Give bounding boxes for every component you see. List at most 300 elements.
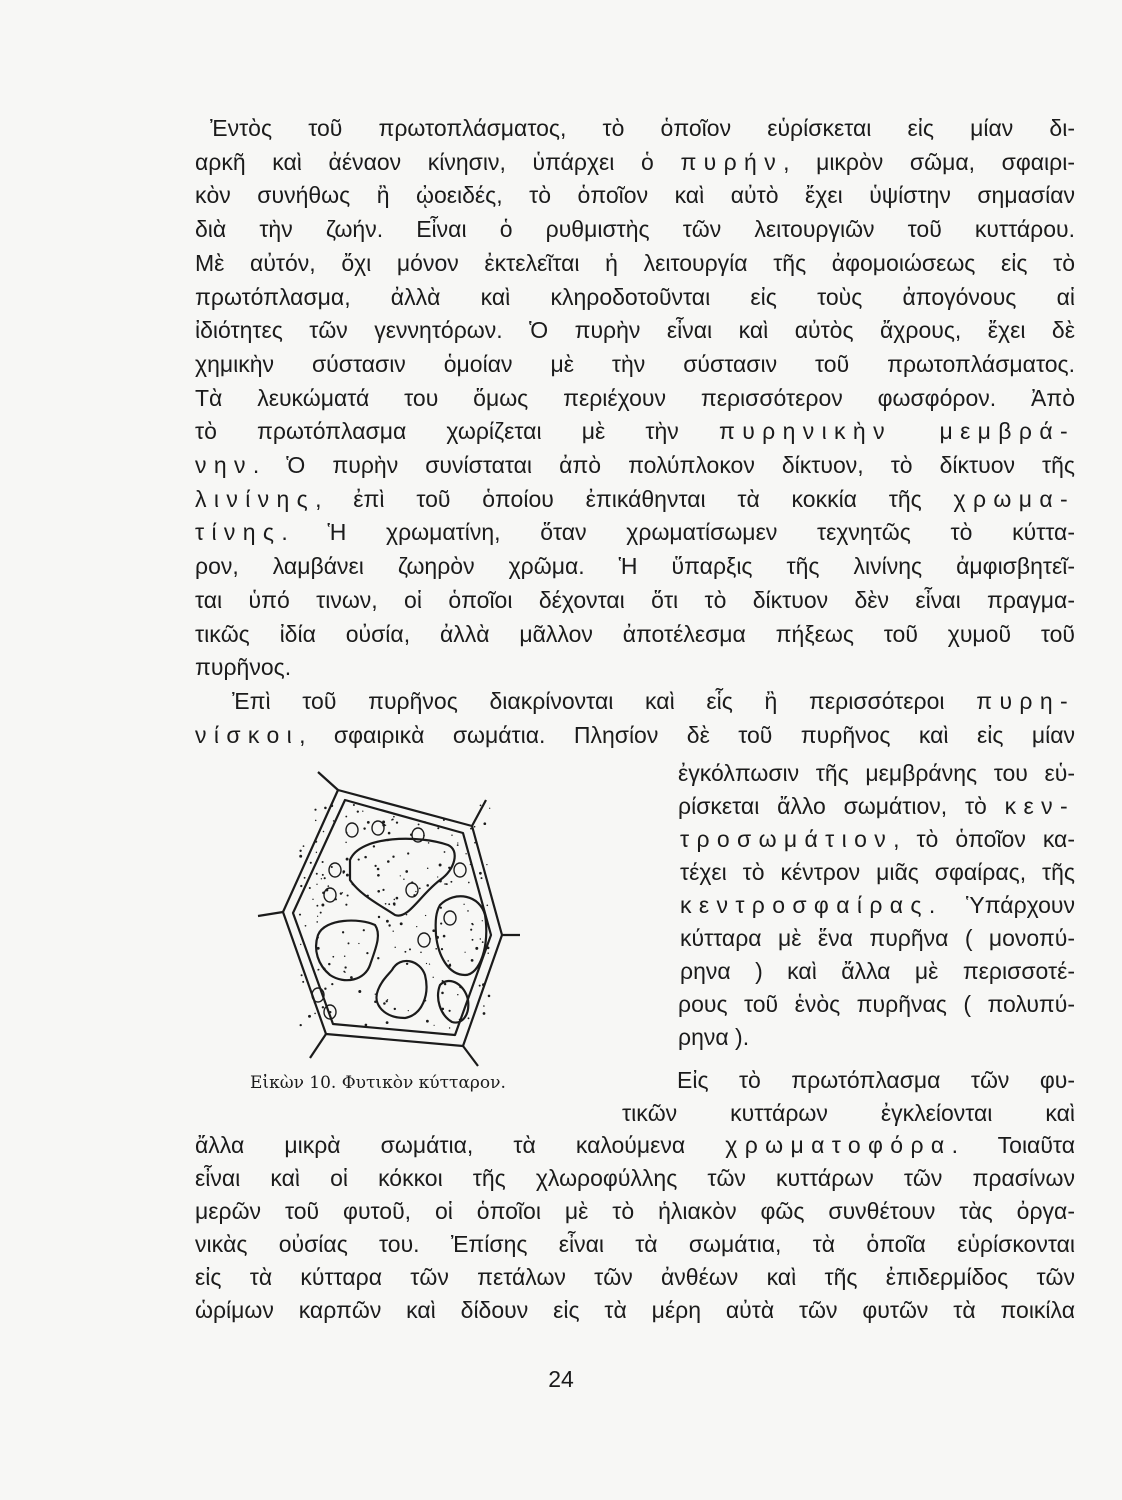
granule [392, 856, 394, 858]
granule [433, 977, 434, 978]
granule [441, 992, 444, 995]
granule [340, 892, 342, 894]
granule [346, 832, 348, 834]
figure-caption: Εἰκὼν 10. Φυτικὸν κύτταρον. [250, 1073, 506, 1093]
granule [331, 983, 333, 985]
granule [419, 888, 421, 890]
granule [394, 947, 395, 948]
granule [426, 963, 427, 964]
emphasized-term: πυρηνικὴν μεμβρά- [718, 418, 1076, 445]
granule [418, 823, 420, 825]
granule [394, 1008, 396, 1010]
text-line [677, 1064, 1075, 1097]
granule [470, 864, 471, 865]
granule [329, 1011, 331, 1013]
granule [374, 865, 376, 867]
granule [328, 963, 330, 965]
granule [400, 922, 403, 925]
text-segment: αρκῆ καὶ ἀέναον κίνησιν, ὑπάρχει ὁ [195, 148, 681, 175]
emphasized-term: πυρήν [680, 148, 784, 175]
granule [383, 1002, 386, 1005]
text-line [195, 550, 1075, 583]
granule [406, 914, 408, 916]
granule [344, 966, 346, 968]
granule [429, 963, 430, 964]
granule [474, 842, 476, 844]
granule [343, 971, 345, 973]
text-line [195, 179, 1075, 212]
granule [304, 877, 306, 879]
granule [327, 885, 329, 887]
granule [470, 929, 472, 931]
granule [388, 924, 390, 926]
granule [427, 867, 429, 869]
granule [342, 892, 343, 893]
granule [299, 850, 301, 852]
text-line [678, 1021, 1075, 1054]
granule [377, 874, 380, 877]
granule [446, 883, 448, 885]
granule [394, 899, 396, 901]
granule [444, 983, 446, 985]
emphasized-term: τροσωμάτιον [680, 826, 894, 852]
text-line [195, 1162, 1075, 1195]
granule [362, 811, 363, 812]
granule [342, 931, 344, 933]
text-line [195, 281, 1075, 314]
chromatophore [329, 863, 341, 877]
text-line [195, 247, 1075, 280]
granule [479, 872, 482, 875]
granule [345, 816, 347, 818]
granule [387, 999, 388, 1000]
granule [326, 837, 328, 839]
granule [321, 878, 322, 879]
granule [324, 988, 326, 990]
chromatophores [312, 821, 466, 1019]
text-segment: Ἐπὶ τοῦ πυρῆνος διακρίνονται καὶ εἷς ἢ περισσότεροι [232, 687, 977, 714]
text-line [195, 584, 1075, 617]
text-segment: ὡρίμων καρπῶν καὶ δίδουν εἰς τὰ μέρη αὐτὰ τῶν φυτῶν τὰ ποικίλα [195, 1297, 1075, 1323]
granule [316, 905, 318, 907]
granule [382, 824, 385, 827]
text-line [195, 516, 1075, 549]
text-segment: τὸ πρωτόπλασμα χωρίζεται μὲ τὴν [195, 418, 719, 445]
text-segment: τέχει τὸ κέντρον μιᾶς σφαίρας, τῆς [680, 859, 1075, 885]
granule [323, 968, 326, 971]
text-line [195, 1228, 1075, 1261]
granule [405, 870, 408, 873]
text-segment: . Ὑπάρχουν [928, 892, 1075, 918]
text-segment: , σφαιρικὰ σωμάτια. Πλησίον δὲ τοῦ πυρῆνος καὶ εἰς μίαν [299, 721, 1075, 748]
granule [409, 948, 411, 950]
granule [489, 808, 490, 809]
granule [434, 1025, 435, 1026]
granule [474, 826, 476, 828]
granule [464, 952, 465, 953]
emphasized-term: χρωμα- [953, 485, 1075, 512]
plant-cell-illustration [240, 770, 520, 1070]
granule [358, 859, 360, 861]
chromatophore [406, 883, 418, 897]
granule [344, 955, 345, 956]
text-segment: ρίσκεται ἄλλο σωμάτιον, τὸ [678, 793, 1005, 819]
granule [322, 891, 325, 894]
granule [367, 895, 369, 897]
granule [346, 874, 349, 877]
granule [332, 956, 334, 958]
text-segment: Μὲ αὐτόν, ὄχι μόνον ἐκτελεῖται ἡ λειτουργία τῆς ἀφομοιώσεως εἰς τὸ [195, 249, 1075, 276]
granule [345, 842, 346, 843]
granule [430, 938, 431, 939]
granule [315, 841, 317, 843]
text-line [680, 856, 1075, 889]
text-segment: ἐγκόλπωσιν τῆς μεμβράνης του εὑ- [678, 760, 1075, 786]
granule [442, 1008, 445, 1011]
text-line [680, 955, 1075, 988]
text-line [195, 1195, 1075, 1228]
text-line [195, 415, 1075, 448]
granule [393, 904, 395, 906]
granule [404, 951, 406, 953]
text-line [195, 213, 1075, 246]
granule [432, 929, 435, 932]
granule [467, 910, 469, 912]
granule [426, 884, 429, 887]
granule [424, 821, 426, 823]
text-line [232, 685, 1075, 718]
text-line [195, 618, 1075, 651]
granule [393, 816, 395, 818]
granule [444, 851, 446, 853]
granule [343, 872, 345, 874]
granule [388, 832, 391, 835]
granule [303, 845, 305, 847]
granule [322, 861, 324, 863]
granule [488, 995, 491, 998]
granule [373, 845, 375, 847]
granule [471, 959, 474, 962]
vacuole [316, 921, 378, 981]
granule [442, 980, 444, 982]
granule [441, 948, 443, 950]
granule [450, 881, 452, 883]
granule [448, 867, 450, 869]
granule [367, 821, 370, 824]
text-segment: ται ὑπό τινων, οἱ ὁποῖοι δέχονται ὅτι τὸ δίκτυον δὲν εἶναι πραγμα- [195, 586, 1075, 613]
granule [396, 821, 398, 823]
granule [300, 1024, 302, 1026]
granule [318, 969, 320, 971]
text-segment: Ἐντὸς τοῦ πρωτοπλάσματος, τὸ ὁποῖον εὑρίσκεται εἰς μίαν δι- [210, 115, 1075, 141]
chromatophore [454, 863, 466, 877]
granule [487, 952, 488, 953]
text-line [680, 889, 1075, 922]
granule [314, 809, 316, 811]
granule [449, 1027, 450, 1028]
emphasized-term: κεντροσφαίρας [680, 892, 929, 918]
text-segment: ἄλλα μικρὰ σωμάτια, τὰ καλούμενα [195, 1132, 726, 1158]
granule [324, 807, 327, 810]
text-segment: ρους τοῦ ἑνὸς πυρῆνας ( πολυπύ- [678, 991, 1075, 1017]
granule [374, 1000, 377, 1003]
granule [377, 890, 380, 893]
text-segment: χημικὴν σύστασιν ὁμοίαν μὲ τὴν σύστασιν τοῦ πρωτοπλάσματος. [195, 350, 1075, 377]
granule [413, 894, 416, 897]
text-segment: μερῶν τοῦ φυτοῦ, οἱ ὁποῖοι μὲ τὸ ἡλιακὸν φῶς συνθέτουν τὰς ὀργα- [195, 1198, 1075, 1224]
granule [387, 860, 390, 863]
text-line [195, 651, 1075, 684]
text-segment: . Ἡ χρωματίνη, ὅταν χρωματίσωμεν τεχνητῶς τὸ κύττα- [281, 519, 1075, 546]
text-segment: τικῶς ἰδία οὐσία, ἀλλὰ μᾶλλον ἀποτέλεσμα πήξεως τοῦ χυμοῦ τοῦ [195, 620, 1075, 647]
granule [331, 866, 333, 868]
granule [322, 1006, 324, 1008]
granule [457, 842, 458, 843]
granule [415, 891, 416, 892]
granule [411, 881, 413, 883]
vacuole [350, 839, 455, 916]
granule [436, 936, 439, 939]
text-line [195, 146, 1075, 179]
granule [442, 1012, 444, 1014]
text-line [680, 922, 1075, 955]
emphasized-term: νην [195, 452, 253, 478]
emphasized-term: κεν- [1004, 793, 1075, 819]
granule [366, 952, 368, 954]
granule [382, 889, 384, 891]
granule [481, 877, 483, 879]
text-segment: , μικρὸν σῶμα, σφαιρι- [783, 148, 1075, 175]
emphasized-term: χρωματοφόρα [725, 1132, 952, 1158]
emphasized-term: νίσκοι [195, 721, 300, 748]
chromatophore [372, 821, 384, 835]
granule [317, 947, 320, 950]
granule [435, 948, 437, 950]
text-segment: Τὰ λευκώματά του ὅμως περιέχουν περισσότερον φωσφόρον. Ἀπὸ [195, 384, 1075, 411]
granule [300, 944, 301, 945]
granule [378, 916, 380, 918]
text-line [195, 1261, 1075, 1294]
granule [386, 1021, 389, 1024]
text-segment: πυρῆνος. [195, 654, 292, 681]
granule [378, 1005, 380, 1007]
granule [347, 894, 349, 896]
granule [358, 990, 361, 993]
granule [428, 842, 430, 844]
granule [308, 1015, 311, 1018]
granule [482, 983, 485, 986]
granule [463, 904, 464, 905]
granule [425, 1000, 427, 1002]
granule [396, 897, 399, 900]
granule [353, 804, 355, 806]
granule [486, 904, 488, 906]
chromatophore [346, 823, 358, 837]
granule [320, 912, 322, 914]
granule [459, 986, 462, 989]
granule [470, 828, 472, 830]
granule [317, 916, 318, 917]
granule [440, 923, 442, 925]
granule [315, 820, 317, 822]
granule [324, 877, 326, 879]
granule [299, 914, 301, 916]
granule [439, 864, 442, 867]
text-segment: . Τοιαῦτα [951, 1132, 1075, 1158]
text-line [195, 348, 1075, 381]
granule [406, 963, 408, 965]
granule [475, 947, 478, 950]
text-line [195, 1129, 1075, 1162]
granule [321, 904, 324, 907]
granule [352, 883, 354, 885]
granule [468, 882, 470, 884]
granule [465, 853, 466, 854]
granule [403, 879, 404, 880]
granule [314, 1002, 316, 1004]
text-segment: πρωτόπλασμα, ἀλλὰ καὶ κληροδοτοῦνται εἰς τοὺς ἀπογόνους αἱ [195, 283, 1075, 310]
granule [364, 856, 367, 859]
page-number: 24 [548, 1366, 574, 1392]
granule [322, 874, 324, 876]
granule [363, 929, 365, 931]
granule [391, 819, 392, 820]
granule [459, 1019, 461, 1021]
granule [449, 1010, 451, 1012]
granule [416, 926, 417, 927]
granule [423, 835, 425, 837]
granule [299, 855, 302, 858]
text-line [210, 112, 1075, 145]
granule [382, 821, 385, 824]
text-line [195, 719, 1075, 752]
granule [487, 947, 490, 950]
granule [316, 884, 317, 885]
granule [483, 822, 486, 825]
granule [377, 957, 379, 959]
granule [317, 937, 319, 939]
granule [350, 976, 353, 979]
granule [363, 827, 365, 829]
granule [457, 994, 458, 995]
text-segment: , ἐπὶ τοῦ ὁποίου ἐπικάθηνται τὰ κοκκία τῆς [315, 485, 954, 512]
granule [457, 844, 459, 846]
text-segment: κύτταρα μὲ ἕνα πυρῆνα ( μονοπύ- [680, 925, 1075, 951]
granule [314, 1013, 316, 1015]
emphasized-term: πυρη- [976, 687, 1075, 714]
granule [335, 898, 337, 900]
chromatophore [444, 911, 456, 925]
vacuole [377, 961, 427, 1018]
granule [305, 925, 307, 927]
granule [316, 852, 317, 853]
granule [333, 820, 335, 822]
text-line [680, 823, 1075, 856]
granule [410, 833, 412, 835]
granule [408, 1010, 409, 1011]
granule [377, 868, 380, 871]
granule [482, 920, 483, 921]
granule [325, 841, 326, 842]
text-segment: κὸν συνήθως ἢ ᾠοειδές, τὸ ὁποῖον καὶ αὐτὸ ἔχει ὑψίστην σημασίαν [195, 182, 1075, 209]
granule [310, 862, 312, 864]
granule [348, 942, 350, 944]
text-segment: Εἰς τὸ πρωτόπλασμα τῶν φυ- [677, 1067, 1075, 1093]
granule [443, 819, 445, 821]
granule [385, 903, 387, 905]
granule [444, 883, 446, 885]
text-line [195, 382, 1075, 415]
text-segment: ἰδιότητες τῶν γεννητόρων. Ὁ πυρὴν εἶναι καὶ αὐτὸς ἄχρους, ἔχει δὲ [195, 317, 1075, 344]
granule [365, 1024, 368, 1027]
granule [325, 889, 328, 892]
cytoplasm-granules [299, 804, 490, 1029]
text-line [195, 314, 1075, 347]
granule [472, 939, 474, 941]
granule [386, 1000, 388, 1002]
granule [393, 931, 394, 932]
neighbor-cell-walls [258, 772, 520, 1066]
emphasized-term: λινίνης [195, 485, 316, 512]
text-segment: , τὸ ὁποῖον κα- [893, 826, 1075, 852]
granule [483, 1005, 485, 1007]
granule [300, 885, 302, 887]
text-line [678, 790, 1075, 823]
granule [479, 985, 481, 987]
granule [357, 810, 359, 812]
granule [309, 887, 311, 889]
granule [439, 880, 442, 883]
granule [345, 904, 347, 906]
text-segment: τικῶν κυττάρων ἐγκλείονται καὶ [622, 1100, 1075, 1126]
granule [480, 938, 481, 939]
granule [330, 804, 333, 807]
granule [375, 994, 376, 995]
text-line [622, 1097, 1075, 1130]
granule [483, 1012, 486, 1015]
granule [316, 873, 318, 875]
granule [437, 876, 438, 877]
granule [388, 903, 390, 905]
granule [386, 920, 389, 923]
granule [420, 952, 422, 954]
text-segment: εἶναι καὶ οἱ κόκκοι τῆς χλωροφύλλης τῶν κυττάρων τῶν πρασίνων [195, 1165, 1075, 1191]
granule [437, 827, 439, 829]
granule [400, 875, 401, 876]
granule [482, 941, 484, 943]
text-line [195, 449, 1075, 482]
granule [448, 964, 451, 967]
text-segment: ρηνα ). [678, 1024, 750, 1050]
text-line [195, 483, 1075, 516]
granule [323, 831, 325, 833]
granule [316, 921, 318, 923]
chromatophore [418, 933, 430, 947]
granule [443, 935, 446, 938]
emphasized-term: τίνης [195, 519, 282, 546]
text-segment: εἰς τὰ κύτταρα τῶν πετάλων τῶν ἀνθέων καὶ τῆς ἐπιδερμίδος τῶν [195, 1264, 1075, 1290]
text-segment: ρον, λαμβάνει ζωηρὸν χρῶμα. Ἡ ὕπαρξις τῆς λινίνης ἀμφισβητεῖ- [195, 553, 1075, 580]
granule [425, 915, 426, 916]
text-line [195, 1294, 1075, 1327]
text-line [678, 988, 1075, 1021]
text-segment: ρηνα ) καὶ ἄλλα μὲ περισσοτέ- [680, 958, 1075, 984]
granule [426, 1020, 429, 1023]
text-segment: διὰ τὴν ζωήν. Εἶναι ὁ ρυθμιστὴς τῶν λειτουργιῶν τοῦ κυττάρου. [195, 216, 1075, 243]
granule [358, 943, 359, 944]
granule [447, 960, 449, 962]
granule [301, 974, 303, 976]
